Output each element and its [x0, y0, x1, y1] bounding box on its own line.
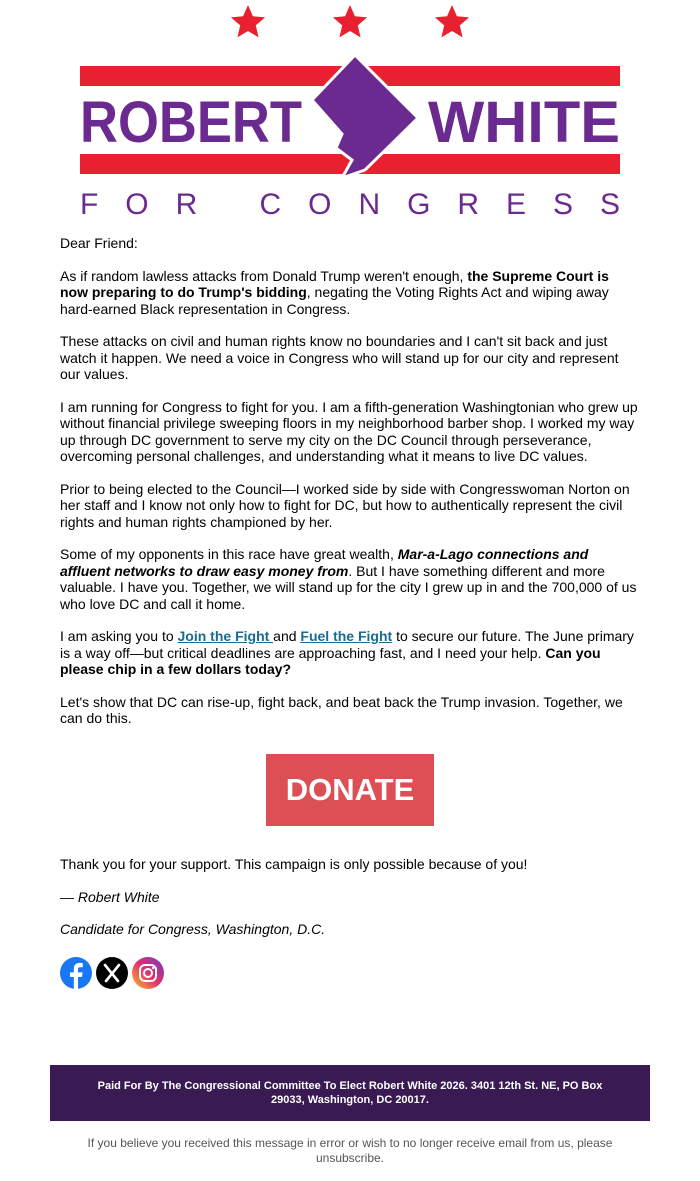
join-the-fight-link[interactable]: Join the Fight [177, 628, 274, 644]
star-icons [231, 5, 469, 37]
paid-for-disclaimer: Paid For By The Congressional Committee To Elect Robert White 2026. 3401 12th St. NE, PO Box 29033, Washington, DC 20017. [50, 1065, 650, 1121]
social-links [60, 957, 164, 991]
paragraph-4: Prior to being elected to the Council—I worked side by side with Congresswoman Norton on her staff and I know not only how to fight for DC, but how to authentically represent the civil rights and human rights championed by her. [60, 480, 630, 530]
signature: — Robert White [60, 888, 160, 905]
unsubscribe-notice[interactable]: If you believe you received this message in error or wish to no longer receive email from us, please unsubscribe. [87, 1136, 613, 1165]
star-icon [435, 5, 469, 37]
closing [60, 856, 640, 954]
star-icon [231, 5, 265, 37]
facebook-icon[interactable] [60, 957, 92, 989]
candidate-last-name: WHITE [428, 90, 620, 155]
instagram-icon[interactable] [132, 957, 164, 989]
paragraph-2: These attacks on civil and human rights know no boundaries and I can't sit back and just watch it happen. We need a voice in Congress who will stand up for our city and represent our values. [60, 333, 619, 382]
greeting: Dear Friend: [60, 235, 138, 251]
x-icon[interactable] [96, 957, 128, 989]
star-icon [333, 5, 367, 37]
donate-button[interactable]: DONATE [266, 754, 434, 826]
campaign-tagline: FOR CONGRESS [80, 188, 620, 220]
paragraph-7: Let's show that DC can rise-up, fight back, and beat back the Trump invasion. Together, we can do this. [60, 693, 623, 726]
letter-body [60, 235, 640, 743]
paragraph-3: I am running for Congress to fight for you. I am a fifth-generation Washingtonian who grew up without financial privilege sweeping floors in my neighborhood barber shop. I worked my way up through DC government to serve my city on the DC Council through perseverance, overcoming personal challenges, and understanding what it means to live DC values. [60, 398, 638, 464]
candidate-title: Candidate for Congress, Washington, D.C. [60, 921, 326, 937]
thank-you-text: Thank you for your support. This campaign is only possible because of you! [60, 856, 528, 872]
paragraph-6: I am asking you to Join the Fight and Fuel the Fight to secure our future. The June primary is a way off—but critical deadlines are approaching fast, and I need your help. Can you please chip in a few dollars today? [60, 628, 634, 677]
fuel-the-fight-link[interactable]: Fuel the Fight [300, 628, 393, 644]
paragraph-5: Some of my opponents in this race have great wealth, Mar-a-Lago connections and affluent networks to draw easy money from. But I have something different and more valuable. I have you. Together, we will stand up for the city I grew up in and the 700,000 of us who love DC and call it home. [60, 546, 637, 612]
campaign-logo [80, 0, 620, 220]
candidate-first-name: ROBERT [80, 90, 302, 155]
paragraph-1: As if random lawless attacks from Donald Trump weren't enough, the Supreme Court is now preparing to do Trump's bidding, negating the Voting Rights Act and wiping away hard-earned Black representation in Congress. [60, 267, 609, 317]
